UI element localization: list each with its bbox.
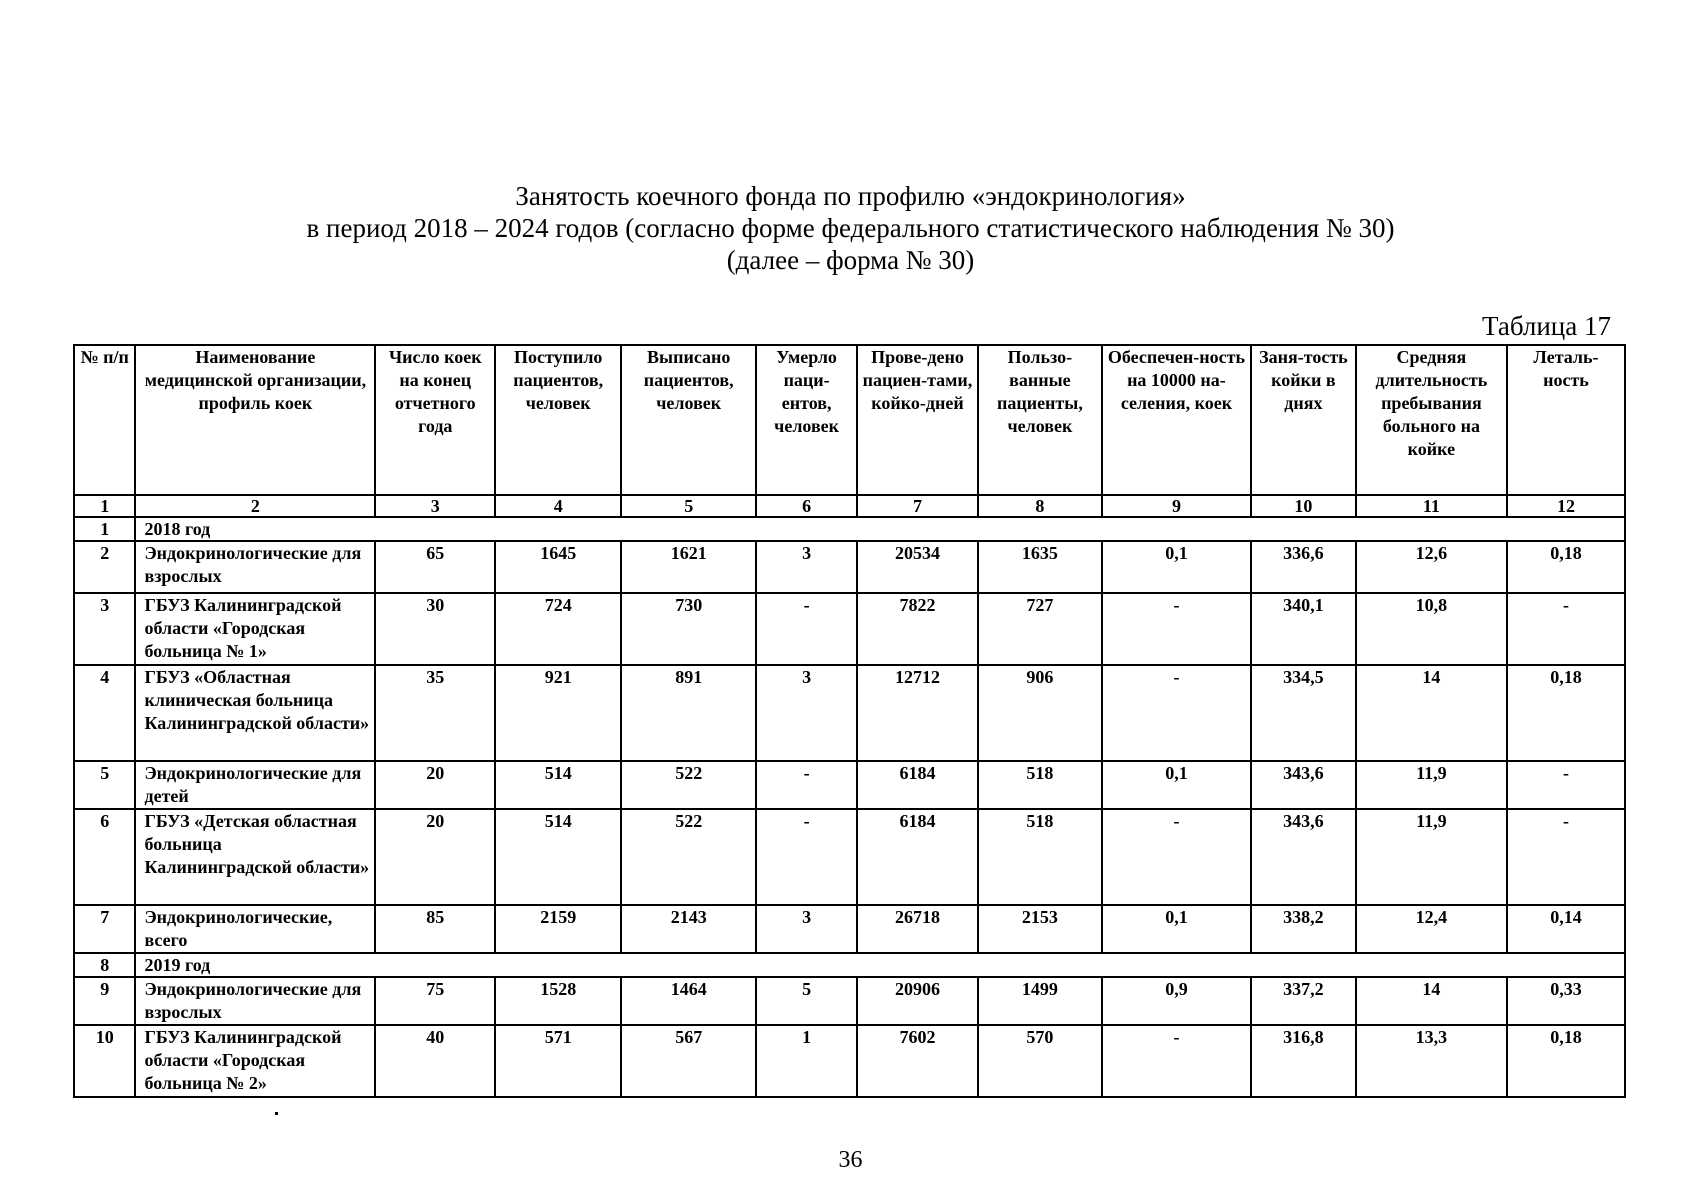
organization-name: ГБУЗ «Областная клиническая больница Калининградской области» (135, 665, 375, 761)
column-number: 11 (1356, 495, 1507, 517)
table-cell: 1499 (978, 977, 1102, 1025)
table-cell: - (1102, 665, 1251, 761)
organization-name: ГБУЗ Калининградской области «Городская больница № 1» (135, 593, 375, 665)
table-cell: 12,4 (1356, 905, 1507, 953)
table-cell: 514 (495, 809, 621, 905)
organization-name: ГБУЗ «Детская областная больница Калининградской области» (135, 809, 375, 905)
row-number: 7 (74, 905, 135, 953)
organization-name: Эндокринологические, всего (135, 905, 375, 953)
table-cell: 65 (375, 541, 495, 593)
table-cell: 340,1 (1251, 593, 1356, 665)
table-cell: 343,6 (1251, 761, 1356, 809)
table-cell: 522 (621, 761, 756, 809)
row-number: 1 (74, 517, 135, 541)
table-cell: 570 (978, 1025, 1102, 1097)
table-cell: 2153 (978, 905, 1102, 953)
header-cell: Выписано пациентов, человек (621, 345, 756, 495)
header-cell: Обеспечен-ность на 10000 на-селения, коек (1102, 345, 1251, 495)
row-number: 9 (74, 977, 135, 1025)
table-row (74, 761, 1625, 809)
table-cell: - (756, 809, 857, 905)
table-cell: 14 (1356, 977, 1507, 1025)
column-number: 9 (1102, 495, 1251, 517)
table-label: Таблица 17 (1482, 311, 1611, 341)
year-group-row (74, 953, 1625, 977)
table-cell: 1528 (495, 977, 621, 1025)
bed-occupancy-table (73, 344, 1626, 1098)
header-cell: Заня-тость койки в днях (1251, 345, 1356, 495)
table-row (74, 809, 1625, 905)
row-number: 3 (74, 593, 135, 665)
table-row (74, 665, 1625, 761)
table-cell: 514 (495, 761, 621, 809)
organization-name: Эндокринологические для детей (135, 761, 375, 809)
table-cell: 0,1 (1102, 905, 1251, 953)
table-cell: 26718 (857, 905, 978, 953)
table-cell: 891 (621, 665, 756, 761)
table-cell: 6184 (857, 809, 978, 905)
table-cell: 906 (978, 665, 1102, 761)
table-cell: 6184 (857, 761, 978, 809)
table-cell: 1464 (621, 977, 756, 1025)
table-cell: 2159 (495, 905, 621, 953)
column-number-row (74, 495, 1625, 517)
table-cell: 316,8 (1251, 1025, 1356, 1097)
table-cell: 727 (978, 593, 1102, 665)
organization-name: ГБУЗ Калининградской области «Городская больница № 2» (135, 1025, 375, 1097)
table-cell: 334,5 (1251, 665, 1356, 761)
table-cell: - (1507, 593, 1625, 665)
table-cell: 0,1 (1102, 541, 1251, 593)
header-cell: Пользо-ванные пациенты, человек (978, 345, 1102, 495)
table-cell: 20906 (857, 977, 978, 1025)
row-number: 5 (74, 761, 135, 809)
table-row (74, 1025, 1625, 1097)
table-cell: 2143 (621, 905, 756, 953)
table-cell: 11,9 (1356, 761, 1507, 809)
table-cell: 0,33 (1507, 977, 1625, 1025)
column-number: 12 (1507, 495, 1625, 517)
column-number: 5 (621, 495, 756, 517)
row-number: 2 (74, 541, 135, 593)
document-title (0, 180, 1701, 276)
table-cell: 337,2 (1251, 977, 1356, 1025)
header-cell: № п/п (74, 345, 135, 495)
table-cell: - (756, 761, 857, 809)
table-cell: 0,9 (1102, 977, 1251, 1025)
table-cell: 518 (978, 809, 1102, 905)
header-row (74, 345, 1625, 495)
table-cell: 14 (1356, 665, 1507, 761)
table-cell: 20 (375, 761, 495, 809)
header-cell: Число коек на конец отчетного года (375, 345, 495, 495)
column-number: 1 (74, 495, 135, 517)
year-group-label: 2018 год (135, 517, 1625, 541)
table-cell: 0,18 (1507, 665, 1625, 761)
table-cell: 30 (375, 593, 495, 665)
table-cell: 5 (756, 977, 857, 1025)
table-cell: - (756, 593, 857, 665)
year-group-label: 2019 год (135, 953, 1625, 977)
column-number: 3 (375, 495, 495, 517)
table-row (74, 977, 1625, 1025)
table-cell: 3 (756, 541, 857, 593)
header-cell: Наименование медицинской организации, профиль коек (135, 345, 375, 495)
scan-mark (275, 1112, 278, 1115)
table-cell: 338,2 (1251, 905, 1356, 953)
table-cell: 75 (375, 977, 495, 1025)
table-cell: 343,6 (1251, 809, 1356, 905)
page-number: 36 (838, 1147, 863, 1173)
year-group-row (74, 517, 1625, 541)
table-cell: 567 (621, 1025, 756, 1097)
title-line-2: в период 2018 – 2024 годов (согласно форме федерального статистического наблюдения № 30) (306, 213, 1395, 243)
column-number: 10 (1251, 495, 1356, 517)
table-cell: 0,18 (1507, 1025, 1625, 1097)
table-cell: 1635 (978, 541, 1102, 593)
table-cell: 1621 (621, 541, 756, 593)
table-cell: 522 (621, 809, 756, 905)
header-cell: Прове-дено пациен-тами, койко-дней (857, 345, 978, 495)
table-cell: 40 (375, 1025, 495, 1097)
table-cell: 20 (375, 809, 495, 905)
table-cell: 921 (495, 665, 621, 761)
table-cell: - (1102, 809, 1251, 905)
table-cell: 1645 (495, 541, 621, 593)
header-cell: Леталь-ность (1507, 345, 1625, 495)
header-cell: Поступило пациентов, человек (495, 345, 621, 495)
table-row (74, 541, 1625, 593)
table-cell: 20534 (857, 541, 978, 593)
row-number: 6 (74, 809, 135, 905)
table-cell: 35 (375, 665, 495, 761)
row-number: 10 (74, 1025, 135, 1097)
table-cell: 1 (756, 1025, 857, 1097)
table-cell: 730 (621, 593, 756, 665)
table-cell: 12,6 (1356, 541, 1507, 593)
table-row (74, 905, 1625, 953)
table-cell: 13,3 (1356, 1025, 1507, 1097)
organization-name: Эндокринологические для взрослых (135, 977, 375, 1025)
column-number: 4 (495, 495, 621, 517)
table-cell: 336,6 (1251, 541, 1356, 593)
table-row (74, 593, 1625, 665)
title-line-1: Занятость коечного фонда по профилю «эндокринология» (515, 181, 1186, 211)
table-cell: 0,1 (1102, 761, 1251, 809)
table-cell: 571 (495, 1025, 621, 1097)
table-cell: 10,8 (1356, 593, 1507, 665)
table-cell: 3 (756, 665, 857, 761)
table-cell: 11,9 (1356, 809, 1507, 905)
title-line-3: (далее – форма № 30) (726, 245, 975, 275)
table-cell: 7602 (857, 1025, 978, 1097)
row-number: 8 (74, 953, 135, 977)
table-cell: 7822 (857, 593, 978, 665)
organization-name: Эндокринологические для взрослых (135, 541, 375, 593)
table-cell: 3 (756, 905, 857, 953)
header-cell: Умерло паци-ентов, человек (756, 345, 857, 495)
table-cell: - (1507, 761, 1625, 809)
table-cell: 0,18 (1507, 541, 1625, 593)
header-cell: Средняя длительность пребывания больного на койке (1356, 345, 1507, 495)
table-cell: 0,14 (1507, 905, 1625, 953)
table-cell: - (1102, 593, 1251, 665)
column-number: 7 (857, 495, 978, 517)
table-cell: 724 (495, 593, 621, 665)
table-body (74, 517, 1625, 1097)
table-cell: - (1102, 1025, 1251, 1097)
table-cell: 12712 (857, 665, 978, 761)
column-number: 8 (978, 495, 1102, 517)
column-number: 2 (135, 495, 375, 517)
table-cell: 85 (375, 905, 495, 953)
table-cell: - (1507, 809, 1625, 905)
table-cell: 518 (978, 761, 1102, 809)
column-number: 6 (756, 495, 857, 517)
row-number: 4 (74, 665, 135, 761)
